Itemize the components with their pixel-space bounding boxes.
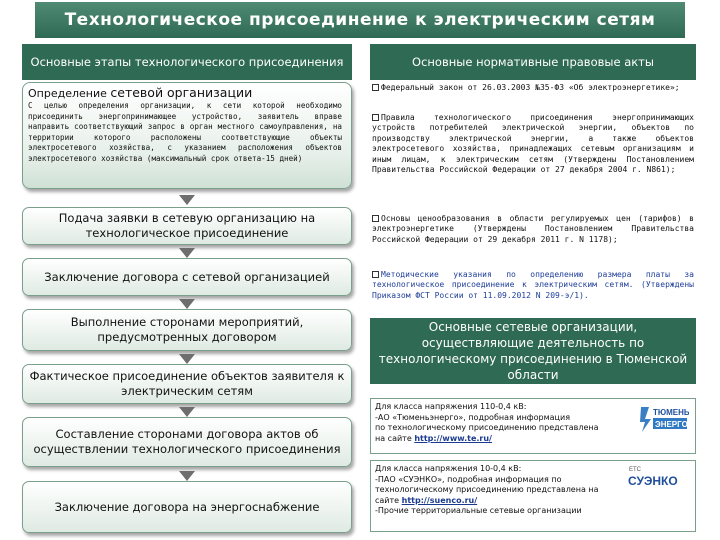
stages-header: Основные этапы технологического присоединения <box>22 44 352 80</box>
suenko-link[interactable]: http://suenco.ru/ <box>401 495 478 505</box>
definition-lead: Определение <box>28 87 107 100</box>
page-title: Технологическое присоединение к электрическим сетям <box>35 2 685 38</box>
definition-term: сетевой организации <box>110 85 253 100</box>
arrow-down-icon <box>179 248 195 258</box>
checkbox-bullet-icon <box>372 271 379 278</box>
org2-name: -ПАО «СУЭНКО», подробная информация по <box>375 474 562 484</box>
definition-text: С целью определения организации, к сети которой необходимо присоединить энергопринимающее устройство, заявитель вправе направить соответствующий запрос в орган местного самоуправления, на территории которого расположены соответствующие объекты электросетевого хозяйства, с указанием расположения объектов электросетевого хозяйства (максимальный срок ответа-15 дней) <box>28 101 342 163</box>
logo-top-text: ТЮМЕНЬ <box>653 408 689 417</box>
org1-site-label: на сайте <box>375 433 412 443</box>
org1-info: по технологическому присоединению представлена <box>375 423 599 433</box>
logo-small-text: ЕТС <box>629 467 641 473</box>
arrow-down-icon <box>179 354 195 364</box>
org2-info: технологическому присоединению представлена на <box>375 485 599 495</box>
tyumenenergo-logo <box>639 403 689 433</box>
orgs-header: Основные сетевые организации, осуществляющие деятельность по технологическому присоединению в Тюменской области <box>370 318 696 384</box>
checkbox-bullet-icon <box>372 215 379 222</box>
step-contract: Заключение договора с сетевой организацией <box>22 258 352 296</box>
checkbox-bullet-icon <box>372 114 379 121</box>
act-item: Правила технологического присоединения энергопринимающих устройств потребителей электрической энергии, объектов по производству электрической энергии, а также объектов электросетевого хозяйства, принадлежащих сетевым организациям и иным лицам, к электрическим сетям (Утверждены Постановлением Правительства Российской Федерации от 27 декабря 2004 г. N861); <box>372 113 694 175</box>
step-energy-supply: Заключение договора на энергоснабжение <box>22 481 352 533</box>
acts-header: Основные нормативные правовые акты <box>370 44 696 80</box>
arrow-down-icon <box>179 195 195 205</box>
org2-voltage: Для класса напряжения 10-0,4 кВ: <box>375 464 522 473</box>
step-measures: Выполнение сторонами мероприятий, предусмотренных договором <box>22 309 352 351</box>
act-item: Методические указания по определению размера платы за технологическое присоединение к электрическим сетям. (Утверждены Приказом ФСТ России от 11.09.2012 N 209-э/1). <box>372 270 694 300</box>
arrow-down-icon <box>179 407 195 417</box>
arrow-down-icon <box>179 471 195 481</box>
act-item: Федеральный закон от 26.03.2003 №35-ФЗ «Об электроэнергетике»; <box>372 83 694 93</box>
org1-voltage: Для класса напряжения 110-0,4 кВ: <box>375 402 527 411</box>
tyumenenergo-link[interactable]: http://www.te.ru/ <box>414 433 492 443</box>
checkbox-bullet-icon <box>372 84 379 91</box>
logo-bottom-text: ЭНЕРГО <box>655 420 688 429</box>
org-suenko <box>370 460 696 532</box>
arrow-down-icon <box>179 299 195 309</box>
step-connection: Фактическое присоединение объектов заявителя к электрическим сетям <box>22 364 352 404</box>
step-application: Подача заявки в сетевую организацию на технологическое присоединение <box>22 207 352 245</box>
org2-other: -Прочие территориальные сетевые организации <box>375 506 582 516</box>
step-acts: Составление сторонами договора актов об осуществлении технологического присоединения <box>22 417 352 467</box>
logo-main-text: СУЭНКО <box>628 474 678 488</box>
definition-heading <box>28 85 252 100</box>
org1-name: -АО «Тюменьэнерго», подробная информация <box>375 412 571 422</box>
suenko-logo <box>627 463 689 489</box>
act-item: Основы ценообразования в области регулируемых цен (тарифов) в электроэнергетике (Утверждены Постановлением Правительства Российской Федерации от 29 декабря 2011 г. N 1178); <box>372 214 694 244</box>
org-tyumenenergo <box>370 398 696 454</box>
org2-site-label: сайте <box>375 495 400 505</box>
